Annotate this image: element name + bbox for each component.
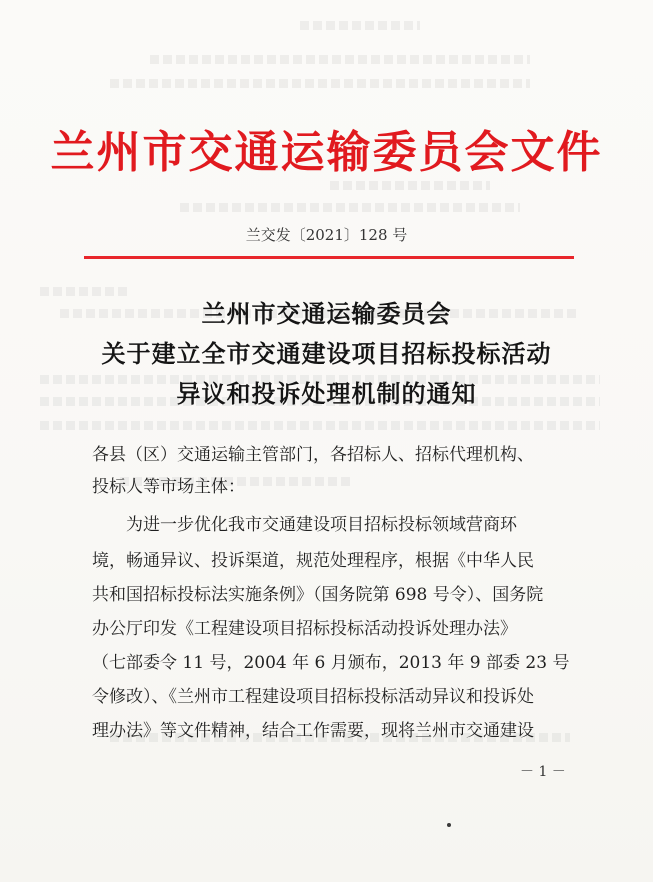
bleed-through <box>0 76 653 90</box>
body-line: （七部委令 11 号，2004 年 6 月颁布，2013 年 9 部委 23 号 <box>92 653 570 673</box>
page-number: － 1 － <box>520 764 566 780</box>
document-number: 兰交发〔2021〕128 号 <box>245 226 408 244</box>
notice-title-line-1: 兰州市交通运输委员会 <box>201 299 452 328</box>
header-title: 兰州市交通运输委员会文件 <box>50 127 603 178</box>
body-line: 境，畅通异议、投诉渠道，规范处理程序，根据《中华人民 <box>92 551 534 571</box>
body-line: 为进一步优化我市交通建设项目招标投标领域营商环 <box>92 515 517 535</box>
body-line: 共和国招标投标法实施条例》（国务院第 698 号令）、国务院 <box>92 585 544 605</box>
notice-title-line-2: 关于建立全市交通建设项目招标投标活动 <box>101 339 552 368</box>
scan-speck <box>447 823 451 827</box>
body-line: 各县（区）交通运输主管部门，各招标人、招标代理机构、 <box>92 445 534 465</box>
red-divider-line <box>84 256 574 259</box>
bleed-through <box>0 418 653 432</box>
body-line: 理办法》等文件精神，结合工作需要，现将兰州市交通建设 <box>92 721 534 741</box>
bleed-through <box>0 52 653 66</box>
bleed-through <box>0 18 653 32</box>
bleed-through <box>0 200 653 214</box>
notice-title-line-3: 异议和投诉处理机制的通知 <box>176 379 477 408</box>
body-line: 令修改）、《兰州市工程建设项目招标投标活动异议和投诉处 <box>92 687 534 707</box>
body-line: 办公厅印发《工程建设项目招标投标活动投诉处理办法》 <box>92 619 517 639</box>
bleed-through <box>0 178 653 192</box>
body-line: 投标人等市场主体： <box>92 477 245 497</box>
